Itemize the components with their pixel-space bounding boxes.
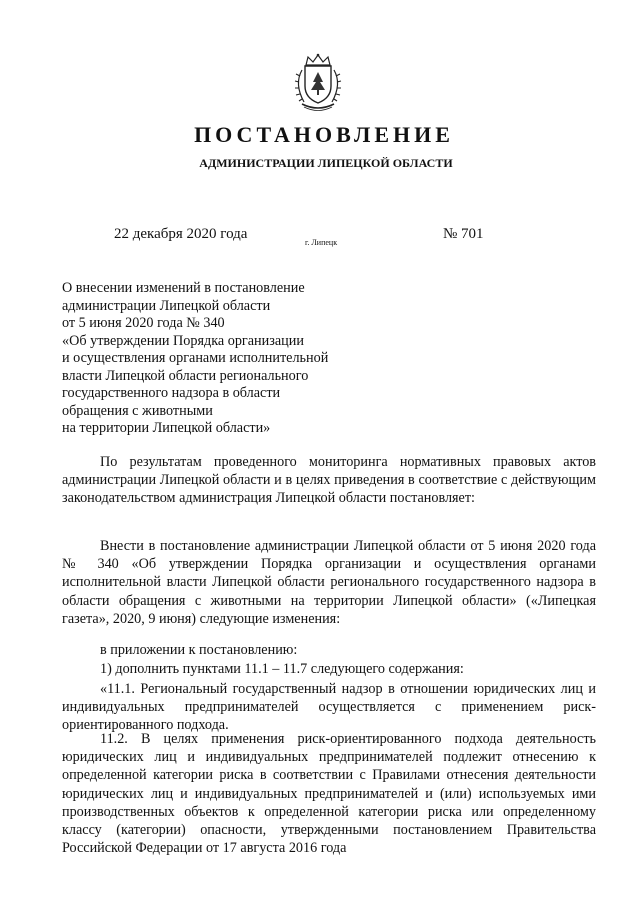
document-place: г. Липецк: [305, 238, 338, 247]
preamble-paragraph: По результатам проведенного мониторинга нормативных правовых актов администрации Липецкой области и в целях приведения в соответствие с действующим законодательством администрация Липецкой области постановляет:: [62, 454, 596, 507]
heading-line: государственного надзора в области: [62, 385, 281, 401]
heading-line: обращения с животными: [62, 402, 213, 419]
document-subtitle: АДМИНИСТРАЦИИ ЛИПЕЦКОЙ ОБЛАСТИ: [199, 156, 453, 170]
heading-line: власти Липецкой области регионального: [62, 367, 309, 384]
heading-line: О внесении изменений в постановление: [62, 280, 305, 296]
clause-11-2-paragraph: 11.2. В целях применения риск-ориентированного подхода деятельность юридических лиц и индивидуальных предпринимателей подлежит отнесению к определенной категории риска в соответствии с Правилами отнесения деятельности юридических лиц и индивидуальных предпринимателей и (или) используемых ими производственных объектов к определенной категории риска или определенному классу (категории) опасности, утвержденными постановлением Правительства Российской Федерации от 17 августа 2016 года: [62, 731, 596, 857]
heading-line: на территории Липецкой области»: [62, 420, 271, 436]
heading-line: от 5 июня 2020 года № 340: [62, 315, 225, 331]
amendment-paragraph: Внести в постановление администрации Липецкой области от 5 июня 2020 года № 340 «Об утверждении Порядка организации и осуществления органами исполнительной власти Липецкой области регионального государственного надзора в области обращения с животными на территории Липецкой области» («Липецкая газета», 2020, 9 июня) следующие изменения:: [62, 538, 596, 627]
coat-of-arms-icon: [290, 52, 346, 114]
document-title: ПОСТАНОВЛЕНИЕ: [194, 122, 454, 147]
heading-line: администрации Липецкой области: [62, 297, 271, 314]
document-heading: [62, 280, 382, 438]
appendix-paragraph: в приложении к постановлению:: [100, 642, 298, 658]
document-number: № 701: [443, 226, 484, 242]
heading-line: и осуществления органами исполнительной: [62, 350, 329, 366]
heading-line: «Об утверждении Порядка организации: [62, 332, 304, 349]
clause-11-1-paragraph: «11.1. Региональный государственный надзор в отношении юридических лиц и индивидуальных предпринимателей осуществляется с применением риск-ориентированного подхода.: [62, 681, 596, 734]
item-1-paragraph: 1) дополнить пунктами 11.1 – 11.7 следующего содержания:: [100, 661, 464, 677]
document-date: 22 декабря 2020 года: [114, 226, 248, 242]
